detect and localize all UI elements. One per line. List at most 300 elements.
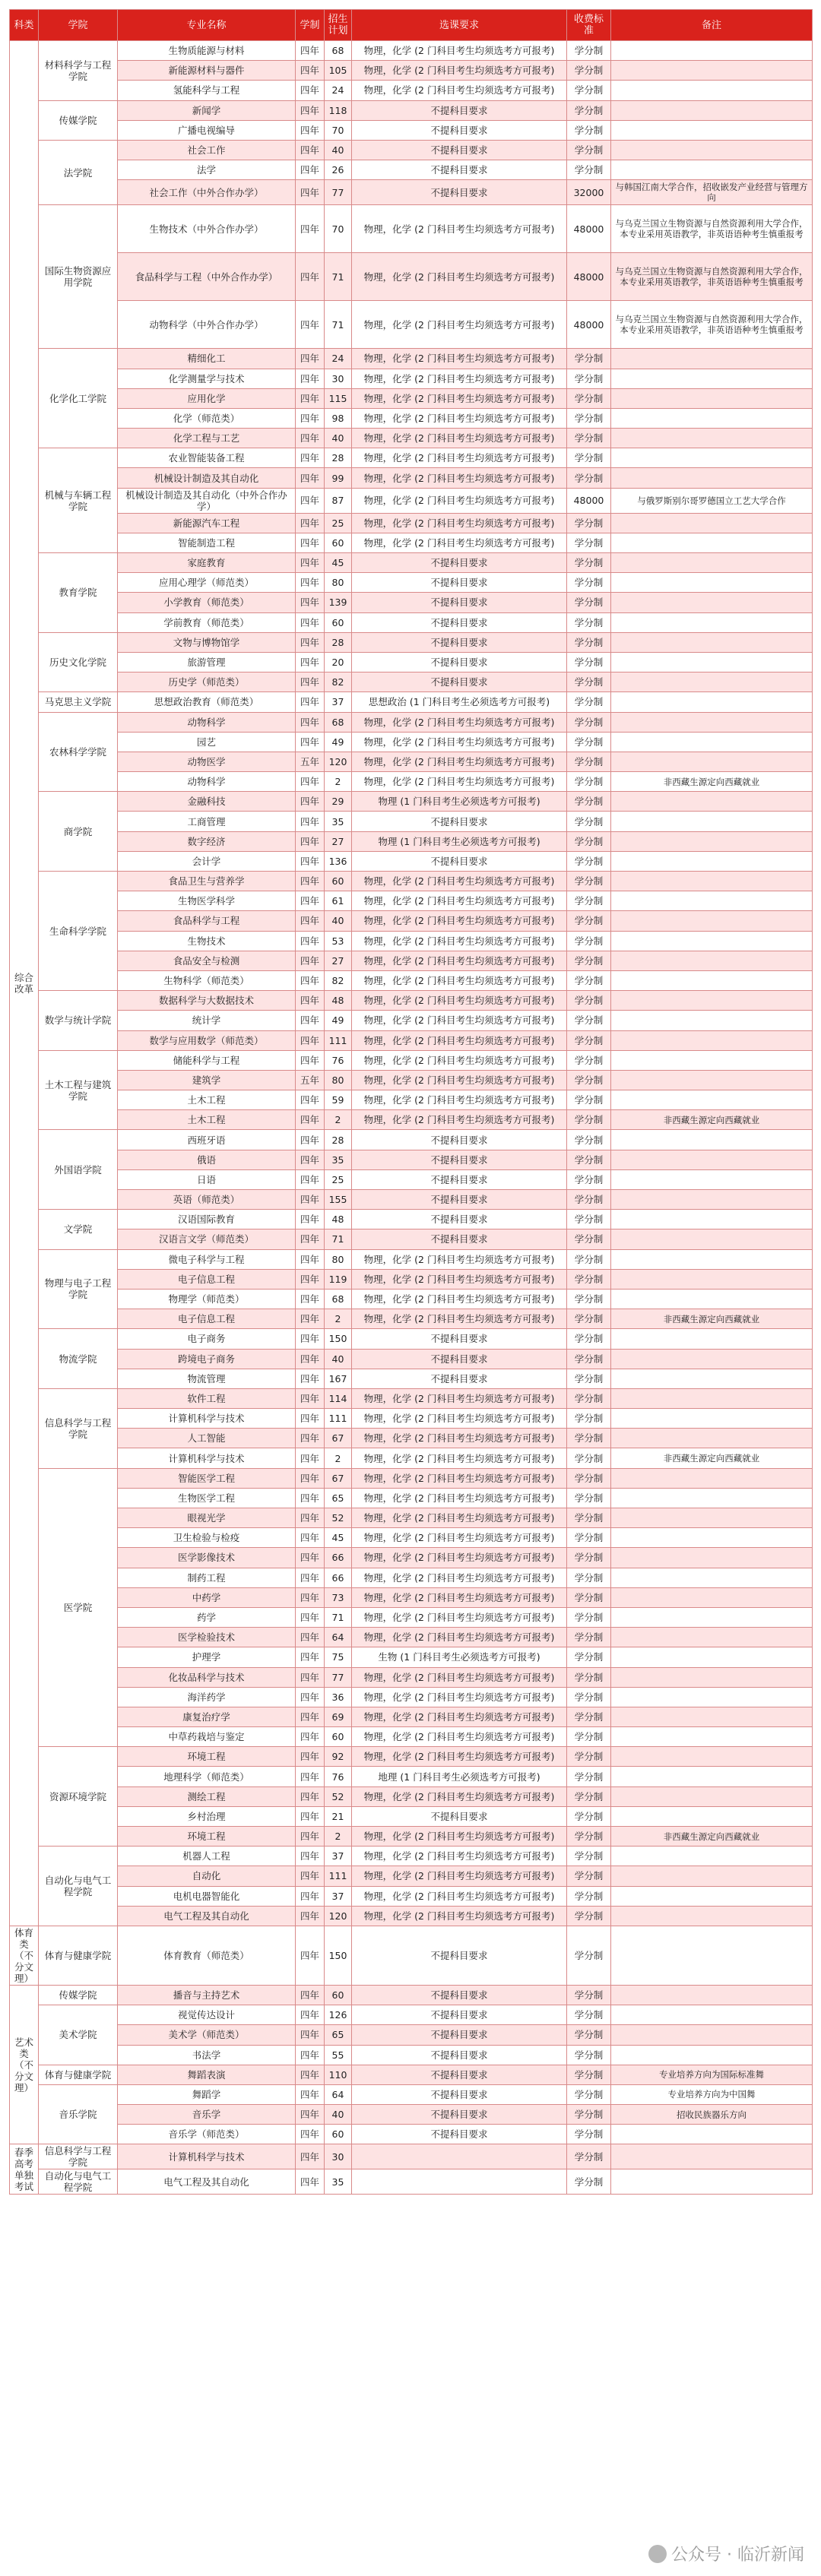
- fee-standard: 学分制: [567, 573, 611, 593]
- fee-standard: 学分制: [567, 1150, 611, 1169]
- fee-standard: 学分制: [567, 2065, 611, 2084]
- remark: 专业培养方向为国际标准舞: [611, 2065, 813, 2084]
- remark: [611, 1707, 813, 1726]
- plan-count: 136: [325, 851, 352, 871]
- remark: [611, 1587, 813, 1607]
- major-name: 环境工程: [118, 1747, 296, 1767]
- subject-requirement: 地理 (1 门科目考生必须选考方可报考): [352, 1767, 567, 1786]
- fee-standard: 学分制: [567, 1786, 611, 1806]
- plan-count: 105: [325, 61, 352, 81]
- duration: 四年: [296, 448, 325, 468]
- subject-requirement: 不提科目要求: [352, 2105, 567, 2125]
- remark: 招收民族器乐方向: [611, 2105, 813, 2125]
- table-row: [10, 573, 813, 593]
- fee-standard: 学分制: [567, 991, 611, 1011]
- plan-count: 59: [325, 1090, 352, 1110]
- plan-count: 67: [325, 1429, 352, 1448]
- fee-standard: 学分制: [567, 1847, 611, 1866]
- subject-requirement: 物理 (1 门科目考生必须选考方可报考): [352, 792, 567, 812]
- table-row: [10, 2144, 813, 2169]
- subject-requirement: 物理，化学 (2 门科目考生均须选考方可报考): [352, 991, 567, 1011]
- fee-standard: 学分制: [567, 1468, 611, 1488]
- plan-count: 68: [325, 41, 352, 61]
- table-row: [10, 180, 813, 205]
- table-row: [10, 1110, 813, 1130]
- remark: [611, 1050, 813, 1070]
- fee-standard: 学分制: [567, 692, 611, 712]
- table-row: [10, 253, 813, 301]
- category-cell: 综合改革: [10, 41, 39, 1926]
- plan-count: 167: [325, 1369, 352, 1388]
- remark: [611, 468, 813, 488]
- plan-count: 111: [325, 1030, 352, 1050]
- fee-standard: 学分制: [567, 120, 611, 140]
- major-name: 金融科技: [118, 792, 296, 812]
- table-row: [10, 792, 813, 812]
- major-name: 康复治疗学: [118, 1707, 296, 1726]
- subject-requirement: 物理，化学 (2 门科目考生均须选考方可报考): [352, 468, 567, 488]
- subject-requirement: 物理，化学 (2 门科目考生均须选考方可报考): [352, 429, 567, 448]
- duration: 四年: [296, 2105, 325, 2125]
- plan-count: 65: [325, 2025, 352, 2045]
- table-row: [10, 1090, 813, 1110]
- plan-count: 92: [325, 1747, 352, 1767]
- remark: [611, 553, 813, 573]
- remark: [611, 593, 813, 612]
- subject-requirement: 不提科目要求: [352, 652, 567, 672]
- major-name: 生物医学工程: [118, 1488, 296, 1508]
- subject-requirement: 不提科目要求: [352, 1926, 567, 1985]
- remark: [611, 672, 813, 692]
- duration: 四年: [296, 1667, 325, 1687]
- college-cell: 体育与健康学院: [39, 1926, 118, 1985]
- college-cell: 医学院: [39, 1468, 118, 1747]
- plan-count: 82: [325, 970, 352, 990]
- header-plan: 招生计划: [325, 10, 352, 41]
- duration: 四年: [296, 468, 325, 488]
- subject-requirement: 物理，化学 (2 门科目考生均须选考方可报考): [352, 1388, 567, 1408]
- table-row: [10, 593, 813, 612]
- duration: 四年: [296, 1349, 325, 1369]
- subject-requirement: 物理，化学 (2 门科目考生均须选考方可报考): [352, 1110, 567, 1130]
- plan-count: 120: [325, 752, 352, 771]
- table-row: [10, 1806, 813, 1826]
- table-row: [10, 1508, 813, 1528]
- fee-standard: 学分制: [567, 672, 611, 692]
- plan-count: 40: [325, 429, 352, 448]
- duration: 四年: [296, 1906, 325, 1926]
- remark: [611, 1169, 813, 1189]
- major-name: 氢能科学与工程: [118, 81, 296, 100]
- duration: 四年: [296, 1011, 325, 1030]
- remark: [611, 1130, 813, 1150]
- fee-standard: 学分制: [567, 812, 611, 831]
- college-cell: 文学院: [39, 1210, 118, 1249]
- major-name: 食品科学与工程（中外合作办学）: [118, 253, 296, 301]
- subject-requirement: 不提科目要求: [352, 812, 567, 831]
- remark: [611, 1747, 813, 1767]
- duration: 四年: [296, 792, 325, 812]
- duration: 四年: [296, 205, 325, 253]
- subject-requirement: 物理，化学 (2 门科目考生均须选考方可报考): [352, 448, 567, 468]
- duration: 四年: [296, 2084, 325, 2104]
- fee-standard: 学分制: [567, 1687, 611, 1707]
- subject-requirement: 思想政治 (1 门科目考生必须选考方可报考): [352, 692, 567, 712]
- remark: [611, 513, 813, 533]
- subject-requirement: 物理，化学 (2 门科目考生均须选考方可报考): [352, 1468, 567, 1488]
- fee-standard: 学分制: [567, 1388, 611, 1408]
- duration: 四年: [296, 1448, 325, 1468]
- college-cell: 音乐学院: [39, 2084, 118, 2144]
- remark: [611, 1468, 813, 1488]
- duration: 四年: [296, 81, 325, 100]
- remark: [611, 1349, 813, 1369]
- table-row: [10, 1030, 813, 1050]
- duration: 四年: [296, 1508, 325, 1528]
- duration: 四年: [296, 772, 325, 792]
- table-row: [10, 488, 813, 513]
- table-row: [10, 349, 813, 369]
- plan-count: 25: [325, 513, 352, 533]
- subject-requirement: 物理，化学 (2 门科目考生均须选考方可报考): [352, 513, 567, 533]
- table-row: [10, 140, 813, 160]
- table-row: [10, 2065, 813, 2084]
- table-row: [10, 732, 813, 752]
- table-row: [10, 911, 813, 931]
- subject-requirement: 不提科目要求: [352, 160, 567, 180]
- fee-standard: 学分制: [567, 970, 611, 990]
- duration: 四年: [296, 488, 325, 513]
- remark: [611, 851, 813, 871]
- remark: [611, 891, 813, 911]
- fee-standard: 48000: [567, 488, 611, 513]
- major-name: 机器人工程: [118, 1847, 296, 1866]
- subject-requirement: 物理，化学 (2 门科目考生均须选考方可报考): [352, 1269, 567, 1289]
- college-cell: 美术学院: [39, 2005, 118, 2065]
- plan-count: 35: [325, 2169, 352, 2195]
- fee-standard: 学分制: [567, 448, 611, 468]
- subject-requirement: 不提科目要求: [352, 1329, 567, 1349]
- subject-requirement: 不提科目要求: [352, 612, 567, 632]
- fee-standard: 学分制: [567, 1210, 611, 1229]
- major-name: 食品科学与工程: [118, 911, 296, 931]
- plan-count: 2: [325, 1448, 352, 1468]
- table-row: [10, 1568, 813, 1587]
- table-row: [10, 369, 813, 388]
- subject-requirement: 物理，化学 (2 门科目考生均须选考方可报考): [352, 1667, 567, 1687]
- major-name: 智能制造工程: [118, 533, 296, 552]
- fee-standard: 学分制: [567, 1329, 611, 1349]
- duration: 四年: [296, 732, 325, 752]
- major-name: 电子信息工程: [118, 1269, 296, 1289]
- fee-standard: 学分制: [567, 2125, 611, 2144]
- duration: 四年: [296, 1528, 325, 1548]
- duration: 四年: [296, 553, 325, 573]
- major-name: 社会工作（中外合作办学）: [118, 180, 296, 205]
- fee-standard: 学分制: [567, 1906, 611, 1926]
- major-name: 土木工程: [118, 1090, 296, 1110]
- table-row: [10, 1468, 813, 1488]
- major-name: 卫生检验与检疫: [118, 1528, 296, 1548]
- major-name: 微电子科学与工程: [118, 1249, 296, 1269]
- fee-standard: 学分制: [567, 1647, 611, 1667]
- subject-requirement: 物理，化学 (2 门科目考生均须选考方可报考): [352, 388, 567, 408]
- fee-standard: 学分制: [567, 931, 611, 951]
- remark: [611, 1548, 813, 1568]
- remark: [611, 1409, 813, 1429]
- duration: 四年: [296, 301, 325, 349]
- subject-requirement: 物理，化学 (2 门科目考生均须选考方可报考): [352, 1070, 567, 1090]
- table-body: [10, 41, 813, 2195]
- duration: 四年: [296, 533, 325, 552]
- subject-requirement: 物理，化学 (2 门科目考生均须选考方可报考): [352, 253, 567, 301]
- subject-requirement: 物理，化学 (2 门科目考生均须选考方可报考): [352, 81, 567, 100]
- subject-requirement: 不提科目要求: [352, 2084, 567, 2104]
- college-cell: 传媒学院: [39, 100, 118, 140]
- remark: [611, 369, 813, 388]
- table-row: [10, 1429, 813, 1448]
- plan-count: 2: [325, 1309, 352, 1329]
- fee-standard: 学分制: [567, 1727, 611, 1747]
- table-row: [10, 891, 813, 911]
- subject-requirement: 物理，化学 (2 门科目考生均须选考方可报考): [352, 1727, 567, 1747]
- subject-requirement: 不提科目要求: [352, 1806, 567, 1826]
- subject-requirement: 物理，化学 (2 门科目考生均须选考方可报考): [352, 970, 567, 990]
- subject-requirement: 物理，化学 (2 门科目考生均须选考方可报考): [352, 1587, 567, 1607]
- table-row: [10, 1130, 813, 1150]
- subject-requirement: 物理，化学 (2 门科目考生均须选考方可报考): [352, 1628, 567, 1647]
- plan-count: 24: [325, 349, 352, 369]
- college-cell: 法学院: [39, 140, 118, 204]
- table-row: [10, 61, 813, 81]
- fee-standard: 学分制: [567, 1767, 611, 1786]
- remark: [611, 732, 813, 752]
- fee-standard: 学分制: [567, 1548, 611, 1568]
- table-row: [10, 448, 813, 468]
- fee-standard: 学分制: [567, 1349, 611, 1369]
- major-name: 医学检验技术: [118, 1628, 296, 1647]
- table-row: [10, 1448, 813, 1468]
- fee-standard: 学分制: [567, 1866, 611, 1886]
- duration: 四年: [296, 2144, 325, 2169]
- remark: [611, 140, 813, 160]
- fee-standard: 学分制: [567, 872, 611, 891]
- subject-requirement: 物理，化学 (2 门科目考生均须选考方可报考): [352, 533, 567, 552]
- table-row: [10, 851, 813, 871]
- fee-standard: 学分制: [567, 429, 611, 448]
- major-name: 动物科学: [118, 712, 296, 732]
- remark: [611, 388, 813, 408]
- remark: [611, 61, 813, 81]
- duration: 四年: [296, 61, 325, 81]
- subject-requirement: 不提科目要求: [352, 120, 567, 140]
- major-name: 电气工程及其自动化: [118, 1906, 296, 1926]
- duration: 四年: [296, 1607, 325, 1627]
- subject-requirement: 物理，化学 (2 门科目考生均须选考方可报考): [352, 41, 567, 61]
- remark: [611, 1926, 813, 1985]
- fee-standard: 学分制: [567, 772, 611, 792]
- duration: 四年: [296, 1628, 325, 1647]
- major-name: 精细化工: [118, 349, 296, 369]
- plan-count: 40: [325, 911, 352, 931]
- remark: [611, 951, 813, 970]
- fee-standard: 学分制: [567, 1229, 611, 1249]
- fee-standard: 学分制: [567, 1050, 611, 1070]
- fee-standard: 学分制: [567, 2005, 611, 2025]
- subject-requirement: 物理，化学 (2 门科目考生均须选考方可报考): [352, 1847, 567, 1866]
- major-name: 动物科学: [118, 772, 296, 792]
- remark: [611, 1607, 813, 1627]
- remark: [611, 429, 813, 448]
- fee-standard: 学分制: [567, 1429, 611, 1448]
- subject-requirement: 不提科目要求: [352, 1229, 567, 1249]
- subject-requirement: 不提科目要求: [352, 2045, 567, 2065]
- subject-requirement: 物理，化学 (2 门科目考生均须选考方可报考): [352, 1050, 567, 1070]
- remark: [611, 1866, 813, 1886]
- plan-count: 68: [325, 1289, 352, 1309]
- fee-standard: 48000: [567, 253, 611, 301]
- header-duration: 学制: [296, 10, 325, 41]
- table-row: [10, 812, 813, 831]
- major-name: 播音与主持艺术: [118, 1985, 296, 2005]
- duration: 四年: [296, 369, 325, 388]
- remark: [611, 1985, 813, 2005]
- table-row: [10, 1687, 813, 1707]
- plan-count: 80: [325, 573, 352, 593]
- fee-standard: 48000: [567, 205, 611, 253]
- plan-count: 37: [325, 1886, 352, 1906]
- subject-requirement: 物理 (1 门科目考生必须选考方可报考): [352, 831, 567, 851]
- major-name: 地理科学（师范类）: [118, 1767, 296, 1786]
- duration: 四年: [296, 1786, 325, 1806]
- subject-requirement: 不提科目要求: [352, 100, 567, 120]
- fee-standard: 学分制: [567, 1090, 611, 1110]
- plan-count: 40: [325, 1349, 352, 1369]
- admission-plan-sheet: [9, 9, 812, 2195]
- duration: 四年: [296, 1806, 325, 1826]
- subject-requirement: 不提科目要求: [352, 672, 567, 692]
- table-row: [10, 1329, 813, 1349]
- table-row: [10, 1747, 813, 1767]
- table-row: [10, 533, 813, 552]
- major-name: 法学: [118, 160, 296, 180]
- duration: 四年: [296, 1827, 325, 1847]
- major-name: 生物技术: [118, 931, 296, 951]
- watermark: [648, 2542, 804, 2565]
- major-name: 人工智能: [118, 1429, 296, 1448]
- major-name: 音乐学（师范类）: [118, 2125, 296, 2144]
- major-name: 新能源材料与器件: [118, 61, 296, 81]
- table-row: [10, 301, 813, 349]
- fee-standard: 学分制: [567, 1926, 611, 1985]
- plan-count: 110: [325, 2065, 352, 2084]
- plan-count: 71: [325, 1607, 352, 1627]
- duration: 四年: [296, 612, 325, 632]
- plan-count: 82: [325, 672, 352, 692]
- remark: [611, 1090, 813, 1110]
- duration: 四年: [296, 831, 325, 851]
- subject-requirement: 不提科目要求: [352, 1169, 567, 1189]
- plan-count: 28: [325, 632, 352, 652]
- plan-count: 2: [325, 772, 352, 792]
- plan-count: 60: [325, 1985, 352, 2005]
- table-row: [10, 1647, 813, 1667]
- remark: 专业培养方向为中国舞: [611, 2084, 813, 2104]
- table-row: [10, 1667, 813, 1687]
- remark: [611, 612, 813, 632]
- subject-requirement: 不提科目要求: [352, 593, 567, 612]
- college-cell: 农林科学学院: [39, 712, 118, 792]
- duration: 四年: [296, 1269, 325, 1289]
- plan-count: 29: [325, 792, 352, 812]
- fee-standard: 学分制: [567, 468, 611, 488]
- major-name: 广播电视编导: [118, 120, 296, 140]
- duration: 四年: [296, 1190, 325, 1210]
- major-name: 机械设计制造及其自动化: [118, 468, 296, 488]
- subject-requirement: 物理，化学 (2 门科目考生均须选考方可报考): [352, 772, 567, 792]
- major-name: 数据科学与大数据技术: [118, 991, 296, 1011]
- table-row: [10, 1249, 813, 1269]
- table-row: [10, 1707, 813, 1726]
- major-name: 音乐学: [118, 2105, 296, 2125]
- subject-requirement: 不提科目要求: [352, 140, 567, 160]
- subject-requirement: 物理，化学 (2 门科目考生均须选考方可报考): [352, 205, 567, 253]
- fee-standard: 学分制: [567, 1110, 611, 1130]
- table-row: [10, 1050, 813, 1070]
- college-cell: 商学院: [39, 792, 118, 872]
- subject-requirement: 物理，化学 (2 门科目考生均须选考方可报考): [352, 1030, 567, 1050]
- plan-count: 45: [325, 553, 352, 573]
- plan-count: 52: [325, 1508, 352, 1528]
- remark: [611, 1906, 813, 1926]
- plan-count: 37: [325, 1847, 352, 1866]
- remark: [611, 1886, 813, 1906]
- college-cell: 体育与健康学院: [39, 2065, 118, 2084]
- table-row: [10, 1011, 813, 1030]
- duration: 四年: [296, 970, 325, 990]
- plan-count: 35: [325, 812, 352, 831]
- major-name: 生物医学科学: [118, 891, 296, 911]
- plan-count: 49: [325, 1011, 352, 1030]
- major-name: 动物科学（中外合作办学）: [118, 301, 296, 349]
- duration: 四年: [296, 253, 325, 301]
- table-row: [10, 2025, 813, 2045]
- major-name: 应用心理学（师范类）: [118, 573, 296, 593]
- college-cell: 土木工程与建筑学院: [39, 1050, 118, 1130]
- plan-count: 60: [325, 1727, 352, 1747]
- subject-requirement: 不提科目要求: [352, 2065, 567, 2084]
- fee-standard: 学分制: [567, 533, 611, 552]
- remark: [611, 2025, 813, 2045]
- duration: 四年: [296, 140, 325, 160]
- category-cell: 体育类（不分文理）: [10, 1926, 39, 1985]
- remark: [611, 970, 813, 990]
- subject-requirement: 物理，化学 (2 门科目考生均须选考方可报考): [352, 1528, 567, 1548]
- duration: 四年: [296, 1488, 325, 1508]
- fee-standard: 学分制: [567, 911, 611, 931]
- plan-count: 2: [325, 1110, 352, 1130]
- major-name: 舞蹈学: [118, 2084, 296, 2104]
- college-cell: 信息科学与工程学院: [39, 1388, 118, 1468]
- plan-count: 45: [325, 1528, 352, 1548]
- subject-requirement: 不提科目要求: [352, 573, 567, 593]
- fee-standard: 学分制: [567, 1448, 611, 1468]
- category-cell: 艺术类（不分文理）: [10, 1985, 39, 2144]
- major-name: 数学与应用数学（师范类）: [118, 1030, 296, 1050]
- table-row: [10, 831, 813, 851]
- college-cell: 外国语学院: [39, 1130, 118, 1210]
- table-row: [10, 712, 813, 732]
